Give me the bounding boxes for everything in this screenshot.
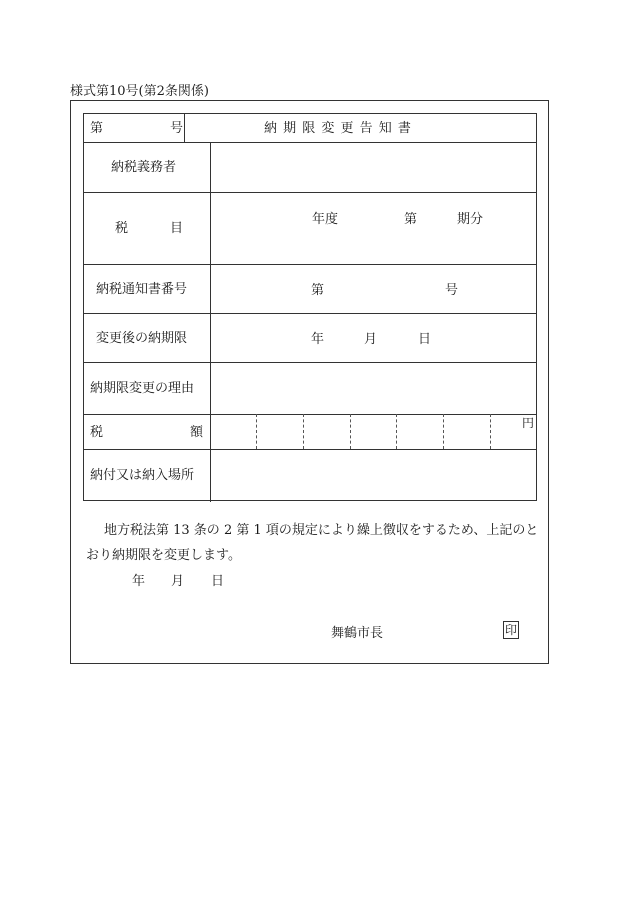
tax-item-label-1: 税 [115, 221, 129, 236]
notice-text-line-2: おり納期限を変更します。 [86, 548, 241, 563]
issue-date-day: 日 [211, 574, 225, 589]
amount-digit-divider [490, 414, 491, 449]
tax-item-period: 期分 [457, 212, 484, 227]
new-deadline-day: 日 [418, 332, 432, 347]
notice-number-go: 号 [445, 283, 459, 298]
amount-label-1: 税 [90, 425, 104, 440]
new-deadline-label: 変更後の納期限 [96, 331, 188, 346]
issue-date-month: 月 [171, 574, 185, 589]
number-prefix: 第 [90, 121, 104, 136]
tax-item-dai: 第 [404, 212, 418, 227]
payment-place-label: 納付又は納入場所 [90, 468, 195, 483]
document-title: 納 期 限 変 更 告 知 書 [264, 121, 412, 136]
amount-digit-divider [303, 414, 304, 449]
notice-number-dai: 第 [311, 283, 325, 298]
row-divider [84, 449, 536, 450]
new-deadline-month: 月 [364, 332, 378, 347]
row-divider [84, 142, 536, 143]
amount-digit-divider [443, 414, 444, 449]
form-table [83, 113, 537, 501]
header-divider [184, 114, 185, 142]
issue-date-year: 年 [132, 574, 146, 589]
row-divider [84, 264, 536, 265]
amount-label-2: 額 [190, 425, 204, 440]
label-column-divider [210, 142, 211, 502]
taxpayer-label: 納税義務者 [111, 160, 177, 175]
form-number-label: 様式第10号(第2条関係) [70, 84, 209, 99]
tax-item-label-2: 目 [170, 221, 184, 236]
notice-text-line-1: 地方税法第 13 条の 2 第 1 項の規定により繰上徴収をするため、上記のと [104, 523, 539, 538]
seal-stamp: 印 [504, 623, 517, 637]
amount-digit-divider [350, 414, 351, 449]
amount-digit-divider [256, 414, 257, 449]
row-divider [84, 362, 536, 363]
number-suffix: 号 [170, 121, 184, 136]
issuer-name: 舞鶴市長 [331, 626, 384, 641]
notice-number-label: 納税通知書番号 [96, 282, 188, 297]
amount-unit: 円 [522, 416, 535, 430]
row-divider [84, 192, 536, 193]
amount-digit-divider [396, 414, 397, 449]
new-deadline-year: 年 [311, 332, 325, 347]
reason-label: 納期限変更の理由 [90, 381, 195, 396]
row-divider [84, 414, 536, 415]
tax-item-year: 年度 [312, 212, 339, 227]
row-divider [84, 313, 536, 314]
